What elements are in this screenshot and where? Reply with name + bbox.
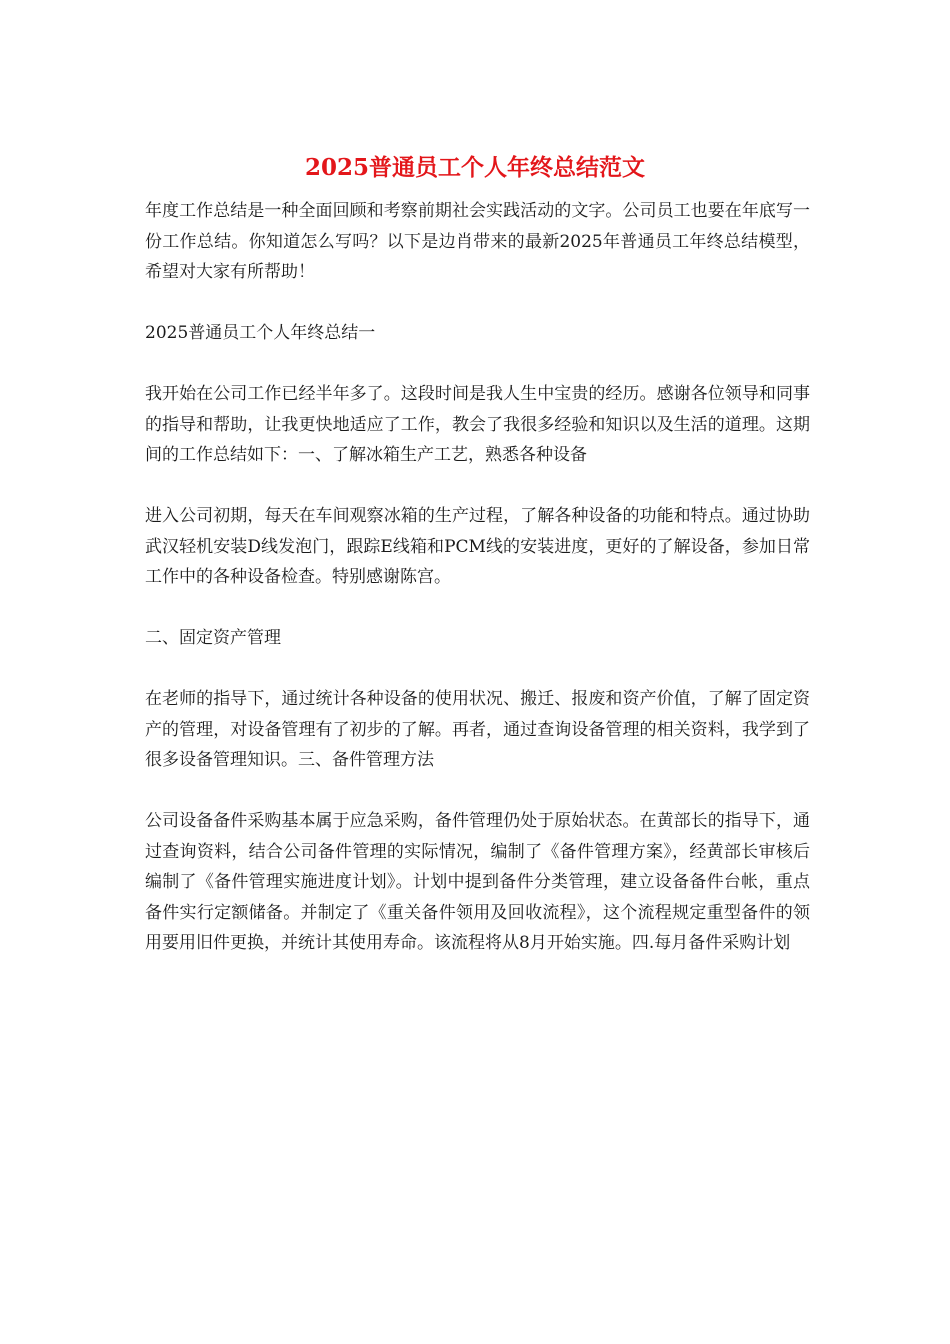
- section-heading-summary-one: 2025普通员工个人年终总结一: [145, 323, 376, 343]
- document-body: [145, 196, 810, 989]
- document-title: 2025普通员工个人年终总结范文: [304, 154, 645, 181]
- section-heading-fixed-assets: 二、固定资产管理: [145, 628, 281, 648]
- body-paragraph: 公司设备备件采购基本属于应急采购，备件管理仍处于原始状态。在黄部长的指导下，通过查询资料，结合公司备件管理的实际情况，编制了《备件管理方案》，经黄部长审核后编制了《备件管理实施进度计划》。计划中提到备件分类管理，建立设备备件台帐，重点备件实行定额储备。并制定了《重关备件领用及回收流程》，这个流程规定重型备件的领用要用旧件更换，并统计其使用寿命。该流程将从8月开始实施。四.每月备件采购计划: [145, 811, 810, 953]
- body-paragraph: 进入公司初期，每天在车间观察冰箱的生产过程，了解各种设备的功能和特点。通过协助武汉轻机安装D线发泡门，跟踪E线箱和PCM线的安装进度，更好的了解设备，参加日常工作中的各种设备检查。特别感谢陈宫。: [145, 506, 810, 587]
- body-paragraph: 在老师的指导下，通过统计各种设备的使用状况、搬迁、报废和资产价值，了解了固定资产的管理，对设备管理有了初步的了解。再者，通过查询设备管理的相关资料，我学到了很多设备管理知识。三、备件管理方法: [145, 689, 810, 770]
- intro-paragraph: 年度工作总结是一种全面回顾和考察前期社会实践活动的文字。公司员工也要在年底写一份工作总结。你知道怎么写吗？以下是边肖带来的最新2025年普通员工年终总结模型，希望对大家有所帮助！: [145, 201, 810, 282]
- body-paragraph: 我开始在公司工作已经半年多了。这段时间是我人生中宝贵的经历。感谢各位领导和同事的指导和帮助，让我更快地适应了工作，教会了我很多经验和知识以及生活的道理。这期间的工作总结如下：一、了解冰箱生产工艺，熟悉各种设备: [145, 384, 810, 465]
